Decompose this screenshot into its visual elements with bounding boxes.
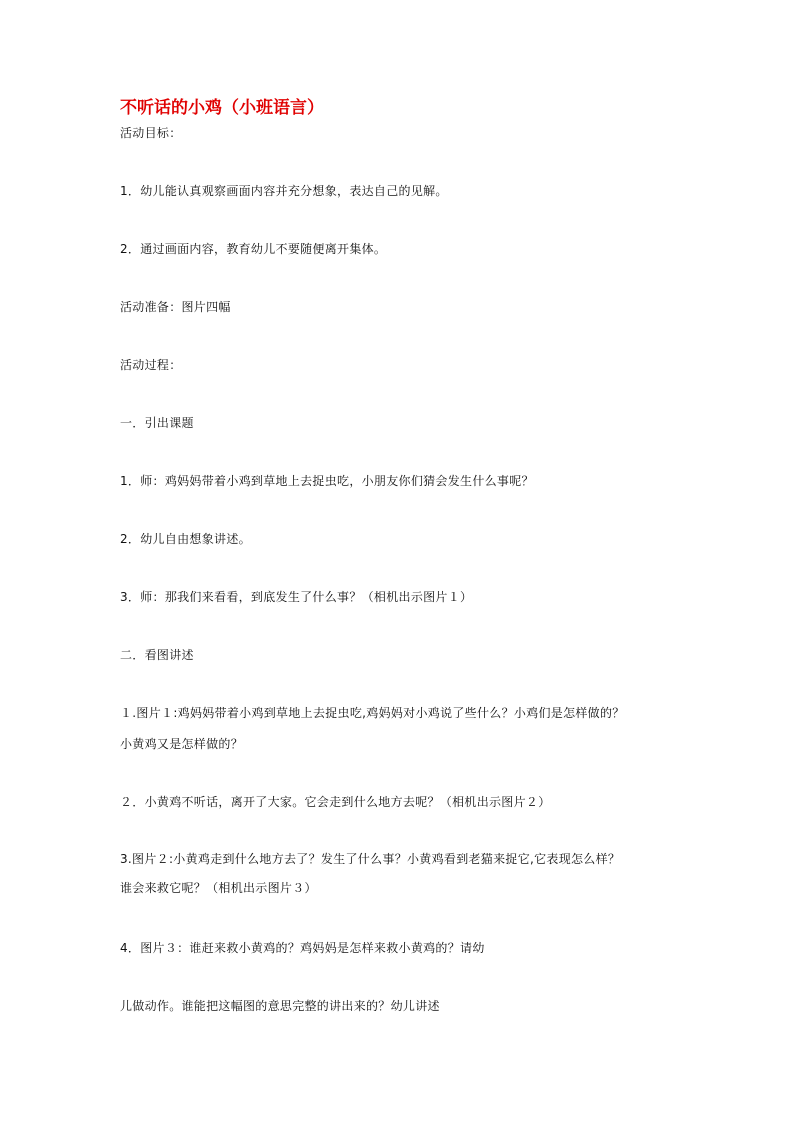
- process-part-2-step-4: 4．图片３：谁赶来救小黄鸡的？鸡妈妈是怎样来救小黄鸡的？请幼: [120, 941, 485, 955]
- process-part-2-step-1-cont: 小黄鸡又是怎样做的？: [120, 737, 244, 751]
- section-heading-goals: 活动目标：: [120, 126, 182, 140]
- process-part-2-step-1: １.图片１:鸡妈妈带着小鸡到草地上去捉虫吃,鸡妈妈对小鸡说了些什么？小鸡们是怎样做的？: [120, 706, 625, 720]
- process-part-1-step-3: 3．师：那我们来看看，到底发生了什么事？（相机出示图片１）: [120, 590, 473, 604]
- process-part-2-step-3: 3.图片２:小黄鸡走到什么地方去了？发生了什么事？小黄鸡看到老猫来捉它,它表现怎么样？: [120, 852, 621, 866]
- preparation-line: 活动准备：图片四幅: [120, 300, 231, 314]
- process-part-2-step-4-cont: 儿做动作。谁能把这幅图的意思完整的讲出来的？幼儿讲述: [120, 999, 440, 1013]
- process-part-1-heading: 一．引出课题: [120, 416, 194, 430]
- process-part-2-step-3-cont: 谁会来救它呢？（相机出示图片３）: [120, 881, 317, 895]
- process-part-2-step-2: ２．小黄鸡不听话，离开了大家。它会走到什么地方去呢？（相机出示图片２）: [120, 795, 551, 809]
- document-title: 不听话的小鸡（小班语言）: [120, 98, 324, 118]
- process-part-2-heading: 二．看图讲述: [120, 648, 194, 662]
- goal-item-1: 1．幼儿能认真观察画面内容并充分想象，表达自己的见解。: [120, 184, 448, 198]
- goal-item-2: 2．通过画面内容，教育幼儿不要随便离开集体。: [120, 242, 387, 256]
- section-heading-process: 活动过程：: [120, 358, 182, 372]
- process-part-1-step-1: 1．师：鸡妈妈带着小鸡到草地上去捉虫吃，小朋友你们猜会发生什么事呢？: [120, 474, 534, 488]
- process-part-1-step-2: 2．幼儿自由想象讲述。: [120, 532, 251, 546]
